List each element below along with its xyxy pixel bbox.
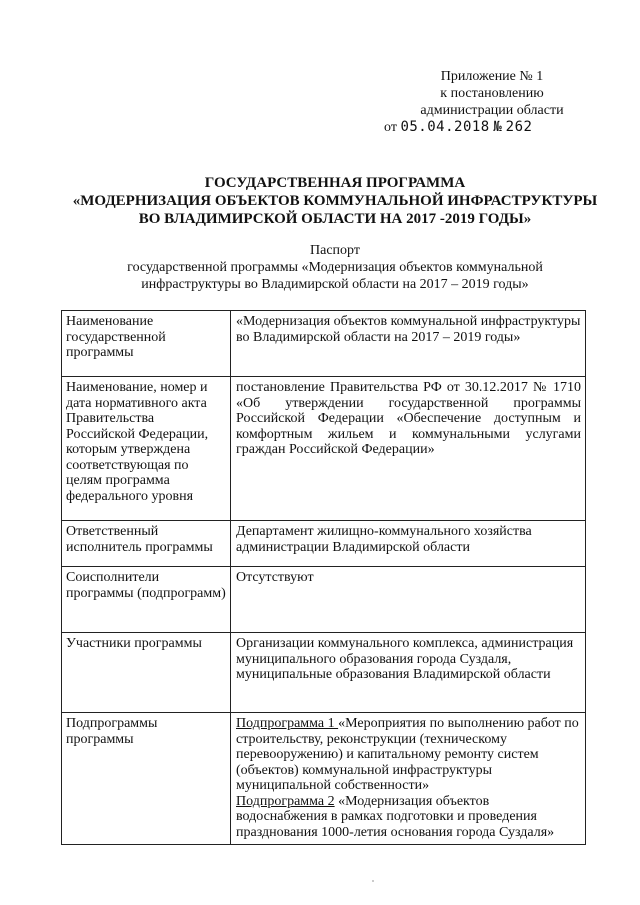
scan-speck bbox=[372, 880, 374, 882]
row-value: постановление Правительства РФ от 30.12.2017 № 1710 «Об утверждении государственной программы Российской Федерации «Обеспечение доступным и комфортным жильем и коммунальными услугами граждан Российской Федерации» bbox=[231, 377, 586, 521]
number-sign: № bbox=[493, 119, 503, 135]
row-value bbox=[231, 713, 586, 845]
decree-date: 05.04.2018 bbox=[400, 119, 490, 135]
subprogram-2-text: «Модернизация объектов водоснабжения в рамках подготовки и проведения празднования 1000-летия основания города Суздаля» bbox=[236, 793, 555, 840]
row-value: Организации коммунального комплекса, администрация муниципального образования города Суздаля, муниципальные образования Владимирской области bbox=[231, 633, 586, 713]
title-line-3: ВО ВЛАДИМИРСКОЙ ОБЛАСТИ НА 2017 -2019 ГОДЫ» bbox=[138, 211, 532, 227]
row-value: Департамент жилищно-коммунального хозяйства администрации Владимирской области bbox=[231, 521, 586, 567]
subprogram-1-label: Подпрограмма 1 bbox=[236, 716, 339, 731]
row-label: Подпрограммы программы bbox=[62, 713, 231, 845]
appendix-title: Приложение № 1 bbox=[440, 69, 544, 84]
table-row bbox=[62, 633, 586, 713]
passport-heading: Паспорт bbox=[310, 243, 360, 258]
title-line-1: ГОСУДАРСТВЕННАЯ ПРОГРАММА bbox=[204, 175, 466, 191]
table-row bbox=[62, 311, 586, 377]
passport-line-1: государственной программы «Модернизация объектов коммунальной bbox=[127, 260, 543, 275]
row-label: Ответственный исполнитель программы bbox=[62, 521, 231, 567]
row-label: Наименование, номер и дата нормативного акта Правительства Российской Федерации, которым утверждена соответствующая по целям программа федерального уровня bbox=[62, 377, 231, 521]
title-line-2: «МОДЕРНИЗАЦИЯ ОБЪЕКТОВ КОММУНАЛЬНОЙ ИНФРАСТРУКТУРЫ bbox=[72, 193, 598, 209]
row-label: Соисполнители программы (подпрограмм) bbox=[62, 567, 231, 633]
subprogram-2-label: Подпрограмма 2 bbox=[236, 793, 335, 809]
passport-table bbox=[61, 310, 586, 845]
appendix-block bbox=[384, 68, 592, 136]
row-label: Участники программы bbox=[62, 633, 231, 713]
passport-heading-block bbox=[60, 242, 610, 293]
table-row bbox=[62, 713, 586, 845]
table-row bbox=[62, 377, 586, 521]
table-row bbox=[62, 521, 586, 567]
row-value: Отсутствуют bbox=[231, 567, 586, 633]
row-value: «Модернизация объектов коммунальной инфраструктуры во Владимирской области на 2017 – 2019 годы» bbox=[231, 311, 586, 377]
appendix-date-line bbox=[384, 119, 592, 136]
appendix-subtitle: к постановлению bbox=[440, 86, 544, 101]
date-prefix: от bbox=[384, 120, 397, 135]
row-label: Наименование государственной программы bbox=[62, 311, 231, 377]
decree-number: 262 bbox=[505, 119, 533, 135]
program-title bbox=[60, 174, 610, 228]
appendix-authority: администрации области bbox=[420, 103, 564, 118]
passport-line-2: инфраструктуры во Владимирской области на 2017 – 2019 годы» bbox=[141, 277, 529, 292]
subprogram-1-text: «Мероприятия по выполнению работ по строительству, реконструкции (техническому перевооружению) и капитальному ремонту систем (объектов) коммунальной инфраструктуры муниципальной собственности» bbox=[236, 716, 579, 793]
table-row bbox=[62, 567, 586, 633]
